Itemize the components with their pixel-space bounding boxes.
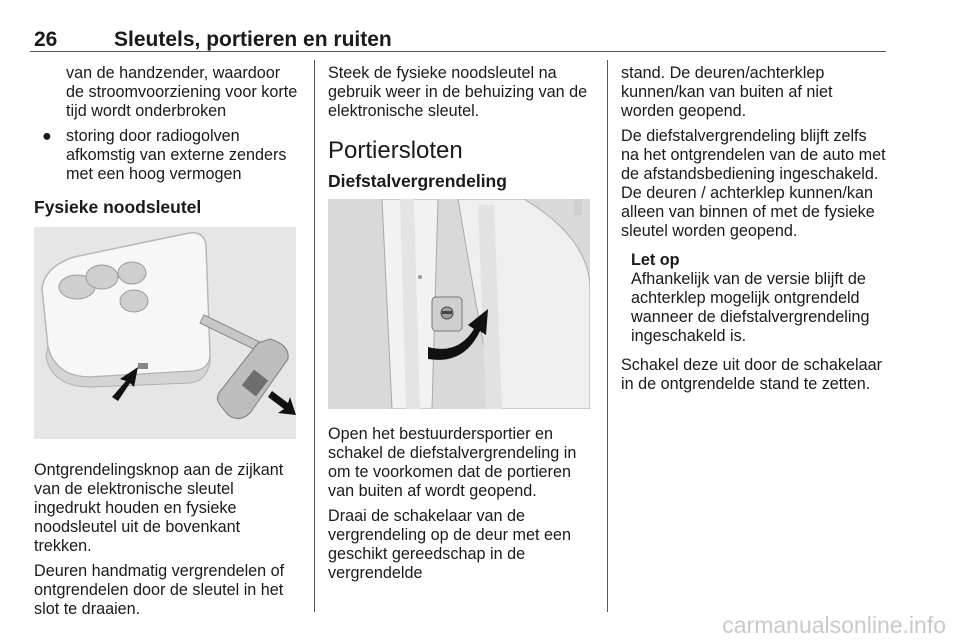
bullet-dot-icon: ● (42, 127, 52, 145)
paragraph-enable-lock: Open het bestuurdersportier en schakel de diefstalvergrendeling in om te voorkomen dat de portieren van buiten af wordt geopend. (328, 425, 577, 500)
page-title: Sleutels, portieren en ruiten (114, 28, 392, 51)
column-divider-2 (607, 60, 608, 612)
paragraph-lock-remains: De diefstalvergrendeling blijft zelfs na het ontgrendelen van de auto met de afstandsbediening ingeschakeld. De deuren / achterklep kunnen/kan alleen van binnen of met de fysieke sleutel worden geopend. (621, 127, 886, 240)
heading-child-lock: Diefstalvergrendeling (328, 171, 507, 191)
paragraph-disable-lock: Schakel deze uit door de schakelaar in de ontgrendelde stand te zetten. (621, 356, 882, 393)
column-3 (621, 64, 889, 400)
column-divider-1 (314, 60, 315, 612)
door-lock-illustration (328, 199, 590, 409)
key-card-illustration (34, 227, 296, 439)
paragraph-turn-switch: Draai de schakelaar van de vergrendeling op de deur met een geschikt gereedschap in de vergrendelde (328, 507, 571, 582)
header-rule (30, 51, 886, 52)
bullet-item (34, 127, 300, 184)
watermark-text: carmanualsonline.info (722, 612, 946, 638)
column-2 (328, 64, 594, 589)
note-title: Let op (631, 251, 680, 269)
heading-physical-key: Fysieke noodsleutel (34, 197, 202, 217)
paragraph-manual-lock: Deuren handmatig vergrendelen of ontgrendelen door de sleutel in het slot te draaien. (34, 562, 285, 618)
section-heading-door-locks: Portiersloten (328, 137, 463, 164)
continued-bullet-text: van de handzender, waardoor de stroomvoorziening voor korte tijd wordt onderbroken (66, 64, 298, 120)
note-box (621, 251, 889, 346)
paragraph-insert-key: Steek de fysieke noodsleutel na gebruik weer in de behuizing van de elektronische sleutel. (328, 64, 588, 120)
paragraph-locked-position: stand. De deuren/achterklep kunnen/kan van buiten af niet worden geopend. (621, 64, 833, 120)
column-1 (34, 64, 300, 625)
bullet-text: storing door radiogolven afkomstig van externe zenders met een hoog vermogen (66, 127, 287, 183)
page-header (30, 28, 886, 50)
note-text: Afhankelijk van de versie blijft de achterklep mogelijk ontgrendeld wanneer de diefstalvergrendeling ingeschakeld is. (631, 270, 870, 345)
page-number: 26 (34, 28, 58, 51)
paragraph-release-button: Ontgrendelingsknop aan de zijkant van de elektronische sleutel ingedrukt houden en fysieke noodsleutel uit de bovenkant trekken. (34, 461, 284, 555)
